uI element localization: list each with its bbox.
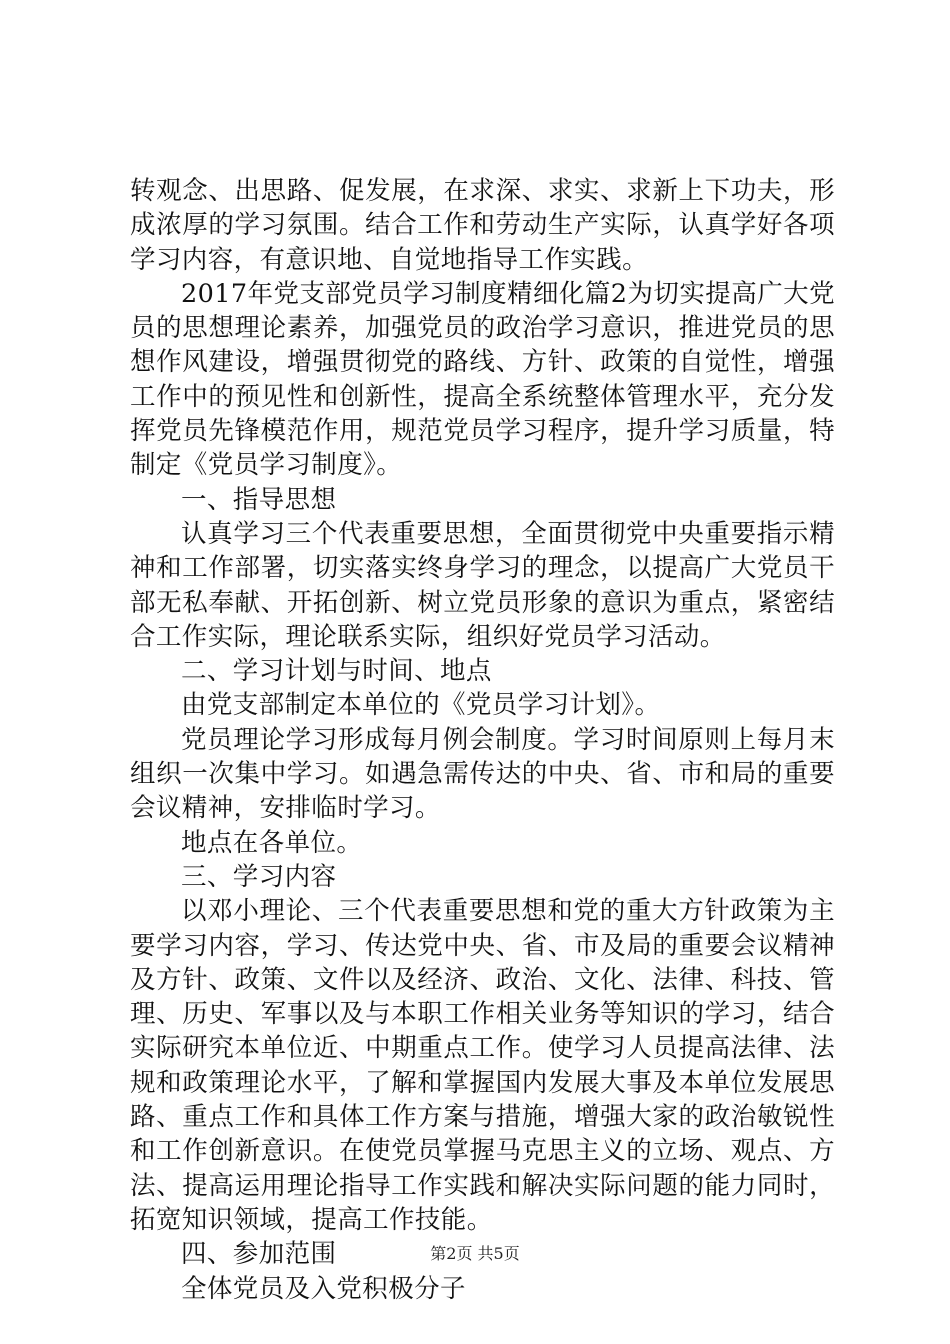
paragraph-place: 地点在各单位。 — [181, 827, 363, 858]
paragraph-intro: 2017年党支部党员学习制度精细化篇2为切实提高广大党员的思想理论素养，加强党员的政治学习意识，推进党员的思想作风建设，增强贯彻党的路线、方针、政策的自觉性，增强工作中的预见性和创新性，提高全系统整体管理水平，充分发挥党员先锋模范作用，规范党员学习程序，提升学习质量，特制定《党员学习制度》。 — [130, 278, 835, 481]
paragraph-scope: 全体党员及入党积极分子 — [181, 1273, 466, 1304]
paragraph-content: 以邓小理论、三个代表重要思想和党的重大方针政策为主要学习内容，学习、传达党中央、省、市及局的重要会议精神及方针、政策、文件以及经济、政治、文化、法律、科技、管理、历史、军事以及与本职工作相关业务等知识的学习，结合实际研究本单位近、中期重点工作。使学习人员提高法律、法规和政策理论水平，了解和掌握国内发展大事及本单位发展思路、重点工作和具体工作方案与措施，增强大家的政治敏锐性和工作创新意识。在使党员掌握马克思主义的立场、观点、方法、提高运用理论指导工作实践和解决实际问题的能力同时，拓宽知识领域，提高工作技能。 — [130, 896, 835, 1235]
section-heading-scope: 四、参加范围 — [181, 1239, 337, 1270]
paragraph-continuation: 转观念、出思路、促发展，在求深、求实、求新上下功夫，形成浓厚的学习氛围。结合工作和劳动生产实际，认真学好各项学习内容，有意识地、自觉地指导工作实践。 — [130, 176, 835, 275]
section-heading-guiding-thought: 一、指导思想 — [181, 484, 337, 515]
document-body — [130, 174, 835, 1306]
section-heading-content: 三、学习内容 — [181, 861, 337, 892]
paragraph-plan: 由党支部制定本单位的《党员学习计划》。 — [181, 690, 661, 721]
paragraph-time: 党员理论学习形成每月例会制度。学习时间原则上每月末组织一次集中学习。如遇急需传达的中央、省、市和局的重要会议精神，安排临时学习。 — [130, 724, 835, 824]
paragraph-guiding-thought: 认真学习三个代表重要思想，全面贯彻党中央重要指示精神和工作部署，切实落实终身学习的理念，以提高广大党员干部无私奉献、开拓创新、树立党员形象的意识为重点，紧密结合工作实际，理论联系实际，组织好党员学习活动。 — [130, 518, 835, 652]
page-number-footer: 第2页 共5页 — [430, 1244, 520, 1263]
section-heading-plan-time-place: 二、学习计划与时间、地点 — [181, 656, 492, 687]
